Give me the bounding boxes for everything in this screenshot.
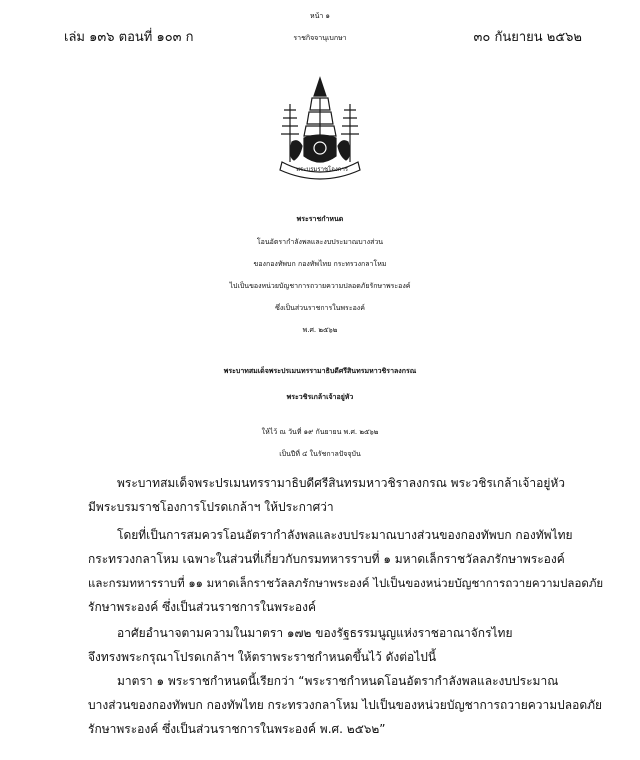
emblem-ribbon-text: พระบรมราชโองการ (296, 166, 349, 173)
page-number: หน้า ๑ (310, 12, 330, 20)
para-3-line-1: อาศัยอำนาจตามความในมาตรา ๑๗๒ ของรัฐธรรมนูญแห่งราชอาณาจักรไทย (117, 626, 513, 640)
given-date: ให้ไว้ ณ วันที่ ๑๙ กันยายน พ.ศ. ๒๕๖๒ (261, 428, 379, 436)
para-3-line-2: จึงทรงพระกรุณาโปรดเกล้าฯ ให้ตราพระราชกำหนดขึ้นไว้ ดังต่อไปนี้ (88, 650, 437, 664)
gazette-name: ราชกิจจานุเบกษา (293, 34, 347, 42)
para-1-line-1: พระบาทสมเด็จพระปรเมนทรรามาธิบดีศรีสินทรมหาวชิราลงกรณ พระวชิรเกล้าเจ้าอยู่หัว (117, 476, 566, 490)
volume-issue: เล่ม ๑๓๖ ตอนที่ ๑๐๓ ก (64, 30, 194, 45)
publish-date: ๓๐ กันยายน ๒๕๖๒ (473, 30, 582, 45)
decree-year: พ.ศ. ๒๕๖๒ (302, 326, 338, 334)
para-2-line-1: โดยที่เป็นการสมควรโอนอัตรากำลังพลและงบประมาณบางส่วนของกองทัพบก กองทัพไทย (117, 528, 573, 542)
section-1-line-1: มาตรา ๑ พระราชกำหนดนี้เรียกว่า “พระราชกำหนดโอนอัตรากำลังพลและงบประมาณ (117, 674, 559, 688)
para-2-line-2: กระทรวงกลาโหม เฉพาะในส่วนที่เกี่ยวกับกรมทหารราบที่ ๑ มหาดเล็กราชวัลลภรักษาพระองค์ (88, 552, 565, 566)
decree-subtitle-1: โอนอัตรากำลังพลและงบประมาณบางส่วน (256, 238, 384, 246)
decree-subtitle-4: ซึ่งเป็นส่วนราชการในพระองค์ (275, 304, 365, 312)
king-name-line-1: พระบาทสมเด็จพระปรเมนทรรามาธิบดีศรีสินทรมหาวชิราลงกรณ (223, 367, 417, 375)
para-2-line-4: รักษาพระองค์ ซึ่งเป็นส่วนราชการในพระองค์ (88, 600, 316, 614)
para-2-line-3: และกรมทหารราบที่ ๑๑ มหาดเล็กราชวัลลภรักษาพระองค์ ไปเป็นของหน่วยบัญชาการถวายความปลอดภัย (88, 576, 604, 590)
king-name-line-2: พระวชิรเกล้าเจ้าอยู่หัว (286, 393, 354, 401)
section-1-line-2: บางส่วนของกองทัพบก กองทัพไทย กระทรวงกลาโหม ไปเป็นของหน่วยบัญชาการถวายความปลอดภัย (88, 698, 603, 712)
section-1-line-3: รักษาพระองค์ ซึ่งเป็นส่วนราชการในพระองค์ พ.ศ. ๒๕๖๒” (88, 722, 386, 736)
decree-title: พระราชกำหนด (296, 215, 344, 223)
para-1-line-2: มีพระบรมราชโองการโปรดเกล้าฯ ให้ประกาศว่า (88, 500, 334, 514)
decree-subtitle-3: ไปเป็นของหน่วยบัญชาการถวายความปลอดภัยรักษาพระองค์ (229, 282, 411, 290)
decree-subtitle-2: ของกองทัพบก กองทัพไทย กระทรวงกลาโหม (253, 260, 387, 268)
reign-year: เป็นปีที่ ๔ ในรัชกาลปัจจุบัน (279, 450, 361, 458)
